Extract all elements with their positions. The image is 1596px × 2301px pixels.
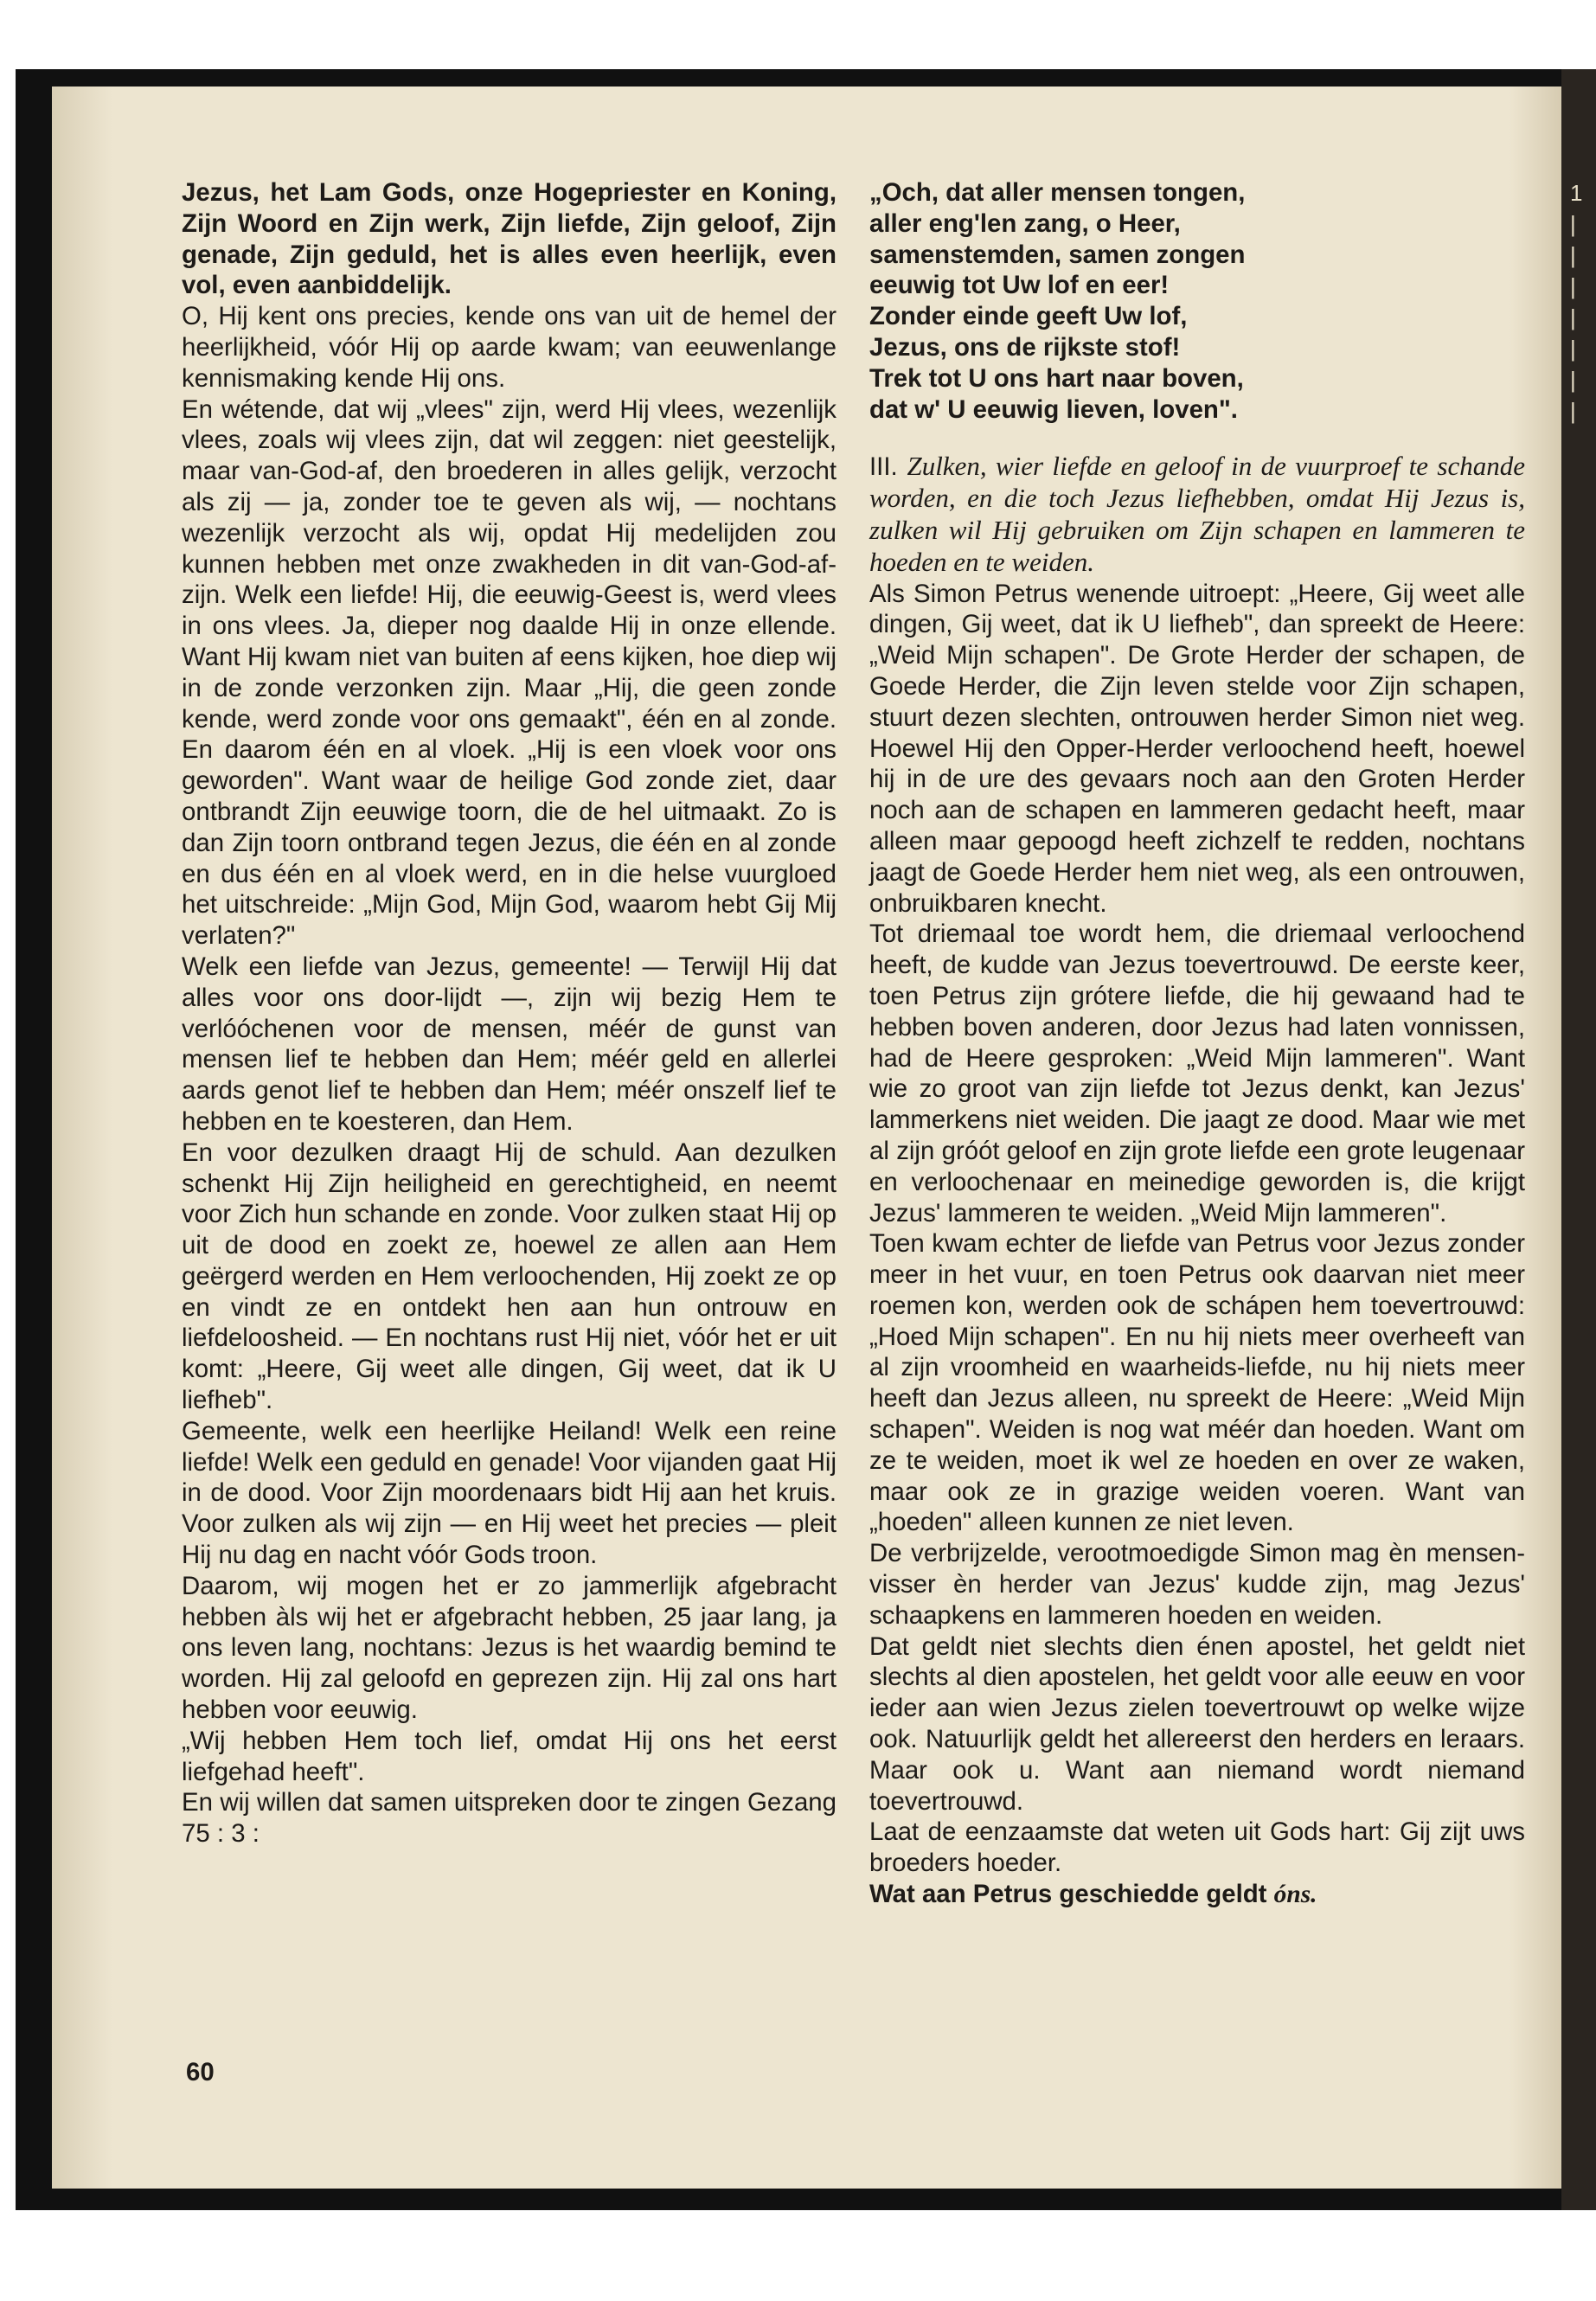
paragraph: Gemeente, welk een heerlijke Heiland! Welk een reine liefde! Welk een geduld en genade! Voor vijanden gaat Hij in de dood. Voor Zijn moordenaars bidt Hij aan het kruis. Voor zulken als wij zijn — en Hij weet het precies — pleit Hij nu dag en nacht vóór Gods troon. <box>182 1416 836 1570</box>
left-column <box>182 177 836 1849</box>
section-heading-text: Zulken, wier liefde en geloof in de vuurproef te schande worden, en die toch Jezus liefhebben, omdat Hij Jezus is, zulken wil Hij gebruiken om Zijn schapen en lammeren te hoeden en te weiden. <box>869 451 1525 577</box>
paper-shadow-left <box>52 87 112 2189</box>
paragraph: O, Hij kent ons precies, kende ons van uit de hemel der heerlijkheid, vóór Hij op aarde kwam; van eeuwenlange kennismaking kende Hij ons. <box>182 302 836 393</box>
paragraph: Laat de eenzaamste dat weten uit Gods hart: Gij zijt uws broeders hoeder. <box>869 1817 1525 1878</box>
hymn-line: samenstemden, samen zongen <box>869 240 1246 269</box>
closing-emphasis: óns. <box>1273 1881 1317 1909</box>
paragraph: Toen kwam echter de liefde van Petrus voor Jezus zonder meer in het vuur, en toen Petrus ook daarvan niet meer roemen kon, werden ook de schápen hem toevertrouwd: „Hoed Mijn schapen". En nu hij niets meer overheeft van al zijn vroomheid en waarheids-liefde, nu hij niets meer heeft dan Jezus alleen, nu spreekt de Heere: „Weid Mijn schapen". Weiden is nog wat méér dan hoeden. Want om ze te weiden, moet ik wel ze hoeden en over ze waken, maar ook ze in grazige weiden voeren. Want van „hoeden" alleen kunnen ze niet leven. <box>869 1229 1525 1537</box>
section-number: III. <box>869 452 898 482</box>
hymn-line: Trek tot U ons hart naar boven, <box>869 363 1244 393</box>
paragraph: Dat geldt niet slechts dien énen apostel, het geldt niet slechts al dien apostelen, het geldt voor alle eeuw en voor ieder aan wien Jezus zielen toevertrouwt op welke wijze ook. Natuurlijk geldt het allereerst den herders en leraars. Maar ook u. Want aan niemand wordt niemand toevertrouwd. <box>869 1631 1525 1816</box>
paragraph: De verbrijzelde, verootmoedigde Simon mag èn mensen-visser èn herder van Jezus' kudde zijn, mag Jezus' schaapkens en lammeren hoeden en weiden. <box>869 1539 1525 1630</box>
closing-text: Wat aan Petrus geschiedde geldt <box>869 1880 1267 1909</box>
hymn-verse <box>869 177 1525 425</box>
hymn-line: Zonder einde geeft Uw lof, <box>869 302 1188 331</box>
paragraph: En wétende, dat wij „vlees" zijn, werd Hij vlees, wezenlijk vlees, zoals wij vlees zijn, dat wil zeggen: niet geestelijk, maar van-God-af, den broederen in alles gelijk, verzocht als zij — ja, zonder toe te geven als wij, — nochtans wezenlijk verzocht als wij, opdat Hij medelijden zou kunnen hebben met onze zwakheden in dit van-God-af-zijn. Welk een liefde! Hij, die eeuwig-Geest is, werd vlees in ons vlees. Ja, dieper nog daalde Hij in onze ellende. Want Hij kwam niet van buiten af eens kijken, hoe diep wij in de zonde verzonken zijn. Maar „Hij, die geen zonde kende, werd zonde voor ons gemaakt", één en al zonde. En daarom één en al vloek. „Hij is een vloek voor ons geworden". Want waar de heilige God zonde ziet, daar ontbrandt Zijn eeuwige toorn, die de hel uitmaakt. Zo is dan Zijn toorn ontbrand tegen Jezus, die één en al zonde en dus één en al vloek werd, en in die helse vuurgloed het uitschreide: „Mijn God, Mijn God, waarom hebt Gij Mij verlaten?" <box>182 394 836 951</box>
hymn-line: Jezus, ons de rijkste stof! <box>869 332 1181 362</box>
page-number: 60 <box>186 2058 215 2086</box>
paragraph: Als Simon Petrus wenende uitroept: „Heere, Gij weet alle dingen, Gij weet, dat ik U liefheb", dan spreekt de Heere: „Weid Mijn schapen". De Grote Herder der schapen, de Goede Herder, die Zijn leven stelde voor Zijn schapen, stuurt dezen slechten, ontrouwen herder Simon niet weg. Hoewel Hij den Opper-Herder verloochend heeft, hoewel hij in de ure des gevaars noch aan den Groten Herder noch aan de schapen en lammeren gedacht heeft, maar alleen maar gepoogd heeft zichzelf te redden, nochtans jaagt de Goede Herder hem niet weg, als een ontrouwen, onbruikbaren knecht. <box>869 579 1525 918</box>
paragraph: Tot driemaal toe wordt hem, die driemaal verloochend heeft, de kudde van Jezus toevertrouwd. De eerste keer, toen Petrus zijn grótere liefde, die hij gewaand had te hebben boven anderen, door Jezus had laten vonnissen, had de Heere gesproken: „Weid Mijn lammeren". Want wie zo groot van zijn liefde tot Jezus denkt, kan Jezus' lammerkens niet weiden. Die jaagt ze dood. Maar wie met al zijn gróót geloof en zijn grote liefde een grote leugenaar en verloochenaar en meinedige geworden is, die krijgt Jezus' lammeren te weiden. „Weid Mijn lammeren". <box>869 920 1525 1227</box>
paragraph: En voor dezulken draagt Hij de schuld. Aan dezulken schenkt Hij Zijn heiligheid en gerechtigheid, en neemt voor Zich hun schande en zonde. Voor zulken staat Hij op uit de dood en zoekt ze, hoewel ze allen aan Hem geërgerd werden en Hem verloochenden, Hij zoekt ze op en vindt ze en ontdekt hen aan hun ontrouw en liefdeloosheid. — En nochtans rust Hij niet, vóór het er uit komt: „Heere, Gij weet alle dingen, Gij weet, dat ik U liefheb". <box>182 1138 836 1415</box>
quotation: „Wij hebben Hem toch lief, omdat Hij ons het eerst liefgehad heeft". <box>182 1726 836 1786</box>
right-column <box>869 177 1525 1911</box>
paragraph: Jezus, het Lam Gods, onze Hogepriester en Koning, Zijn Woord en Zijn werk, Zijn liefde, Zijn geloof, Zijn genade, Zijn geduld, het is alles even heerlijk, even vol, even aanbiddelijk. <box>182 178 836 300</box>
paragraph: Daarom, wij mogen het er zo jammerlijk afgebracht hebben àls wij het er afgebracht hebben, 25 jaar lang, ja ons leven lang, nochtans: Jezus is het waardig bemind te worden. Hij zal geloofd en geprezen zijn. Hij zal ons hart hebben voor eeuwig. <box>182 1571 836 1725</box>
closing-line <box>869 1879 1525 1911</box>
hymn-line: „Och, dat aller mensen tongen, <box>869 178 1246 207</box>
adjacent-page-edge: 1 | | | | | | | <box>1570 180 1583 424</box>
paragraph: En wij willen dat samen uitspreken door te zingen Gezang 75 : 3 : <box>182 1788 836 1849</box>
paragraph: Welk een liefde van Jezus, gemeente! — Terwijl Hij dat alles voor ons door-lijdt —, zijn wij bezig Hem te verlóóchenen voor de mensen, méér de gunst van mensen lief te hebben dan Hem; méér geld en allerlei aards genot lief te hebben dan Hem; méér onszelf lief te hebben en te koesteren, dan Hem. <box>182 952 836 1136</box>
hymn-line: aller eng'len zang, o Heer, <box>869 208 1181 238</box>
hymn-line: dat w' U eeuwig lieven, loven". <box>869 394 1238 424</box>
hymn-line: eeuwig tot Uw lof en eer! <box>869 271 1170 300</box>
section-heading <box>869 451 1525 578</box>
